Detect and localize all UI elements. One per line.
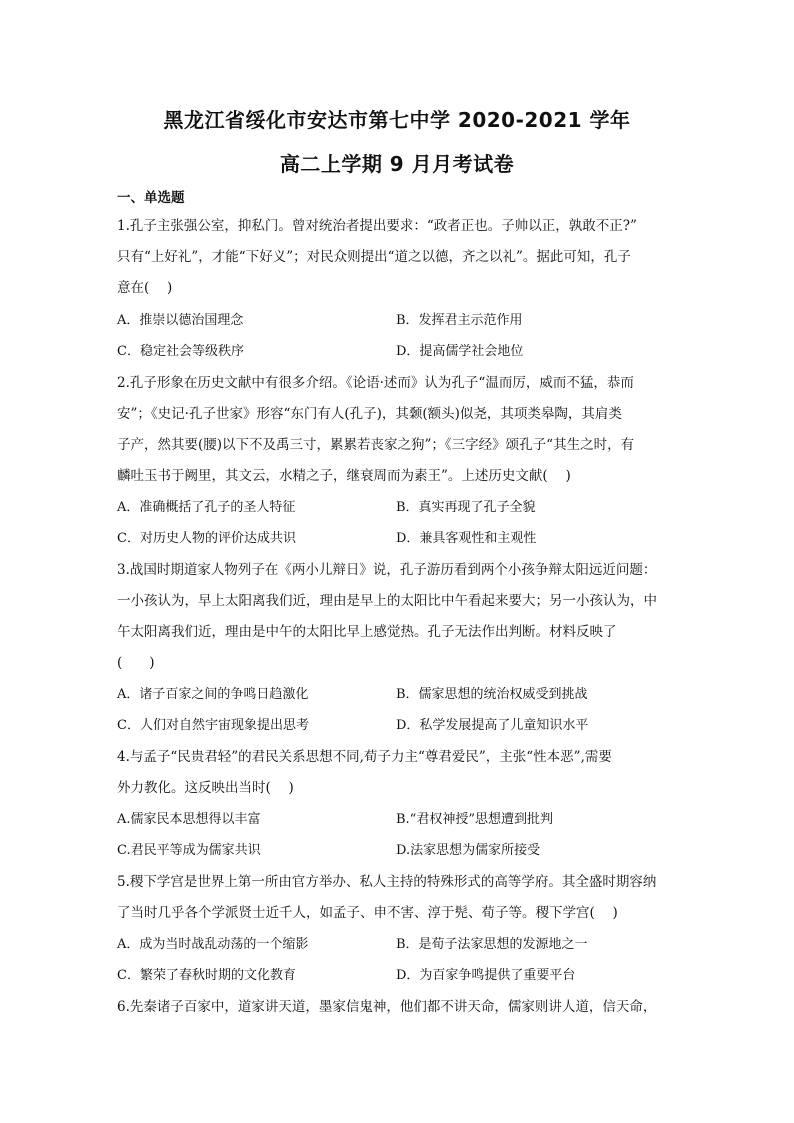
exam-title-line2: 高二上学期 9 月月考试卷 — [279, 152, 515, 176]
question-1-option-b: B．发挥君主示范作用 — [396, 313, 523, 328]
question-1-option-a: A．推崇以德治国理念 — [117, 313, 244, 328]
question-1-line: 1.孔子主张强公室，抑私门。曾对统治者提出要求：“政者正也。子帅以正，孰敢不正?” — [117, 218, 637, 234]
question-4-option-a: A.儒家民本思想得以丰富 — [117, 812, 261, 827]
question-2-option-a: A．准确概括了孔子的圣人特征 — [117, 500, 296, 515]
question-4-line: 外力教化。这反映出当时( ) — [117, 780, 294, 796]
question-4-line: 4.与孟子“民贵君轻”的君民关系思想不同,荀子力主“尊君爱民”，主张“性本恶”,需要 — [117, 749, 612, 765]
question-4-option-d: D.法家思想为儒家所接受 — [396, 843, 541, 858]
question-3-option-d: D．私学发展提高了儿童知识水平 — [396, 718, 589, 733]
question-1-option-c: C．稳定社会等级秩序 — [117, 344, 244, 359]
section-heading: 一、单选题 — [117, 190, 185, 206]
question-3-option-b: B．儒家思想的统治权威受到挑战 — [396, 687, 588, 702]
question-5-line: 了当时几乎各个学派贤士近千人，如孟子、申不害、淳于髡、荀子等。稷下学宫( ) — [117, 905, 618, 921]
question-3-line: 3.战国时期道家人物列子在《两小儿辩日》说，孔子游历看到两个小孩争辩太阳远近问题： — [117, 562, 657, 578]
question-1-option-d: D．提高儒学社会地位 — [396, 344, 524, 359]
question-3-line: 午太阳离我们近，理由是中午的太阳比早上感觉热。孔子无法作出判断。材料反映了 — [117, 624, 617, 640]
question-2-option-c: C．对历史人物的评价达成共识 — [117, 531, 296, 546]
question-2-option-d: D．兼具客观性和主观性 — [396, 531, 537, 546]
question-6-line: 6.先秦诸子百家中，道家讲天道，墨家信鬼神，他们都不讲天命，儒家则讲人道，信天命， — [117, 999, 657, 1015]
question-2-line: 麟吐玉书于阙里，其文云，水精之子，继衰周而为素王”。上述历史文献( ) — [117, 468, 571, 484]
question-1-line: 意在( ) — [117, 280, 173, 296]
question-2-line: 安”；《史记·孔子世家》形容“东门有人(孔子)，其颡(额头)似尧，其项类皋陶，其肩类 — [117, 406, 622, 422]
question-3-line: ( ) — [117, 655, 155, 671]
question-5-option-c: C．繁荣了春秋时期的文化教育 — [117, 968, 296, 983]
question-4-option-b: B.“君权神授”思想遭到批判 — [396, 812, 553, 827]
question-3-option-c: C．人们对自然宇宙现象提出思考 — [117, 718, 309, 733]
question-5-option-d: D．为百家争鸣提供了重要平台 — [396, 968, 576, 983]
question-3-line: 一小孩认为，早上太阳离我们近，理由是早上的太阳比中午看起来要大；另一小孩认为，中 — [117, 593, 657, 609]
question-4-option-c: C.君民平等成为儒家共识 — [117, 843, 261, 858]
question-2-line: 2.孔子形象在历史文献中有很多介绍。《论语·述而》认为孔子“温而厉，威而不猛，恭而 — [117, 375, 634, 391]
question-2-option-b: B．真实再现了孔子全貌 — [396, 500, 536, 515]
question-5-option-a: A．成为当时战乱动荡的一个缩影 — [117, 937, 309, 952]
question-5-option-b: B．是荀子法家思想的发源地之一 — [396, 937, 588, 952]
question-2-line: 子产，然其要(腰)以下不及禹三寸，累累若丧家之狗”；《三字经》颂孔子“其生之时，有 — [117, 437, 635, 453]
question-1-line: 只有“上好礼”，才能“下好义”；对民众则提出“道之以德，齐之以礼”。据此可知，孔子 — [117, 249, 631, 265]
exam-title-line1: 黑龙江省绥化市安达市第七中学 2020-2021 学年 — [163, 108, 631, 132]
question-3-option-a: A．诸子百家之间的争鸣日趋激化 — [117, 687, 309, 702]
question-5-line: 5.稷下学宫是世界上第一所由官方举办、私人主持的特殊形式的高等学府。其全盛时期容纳 — [117, 874, 657, 890]
